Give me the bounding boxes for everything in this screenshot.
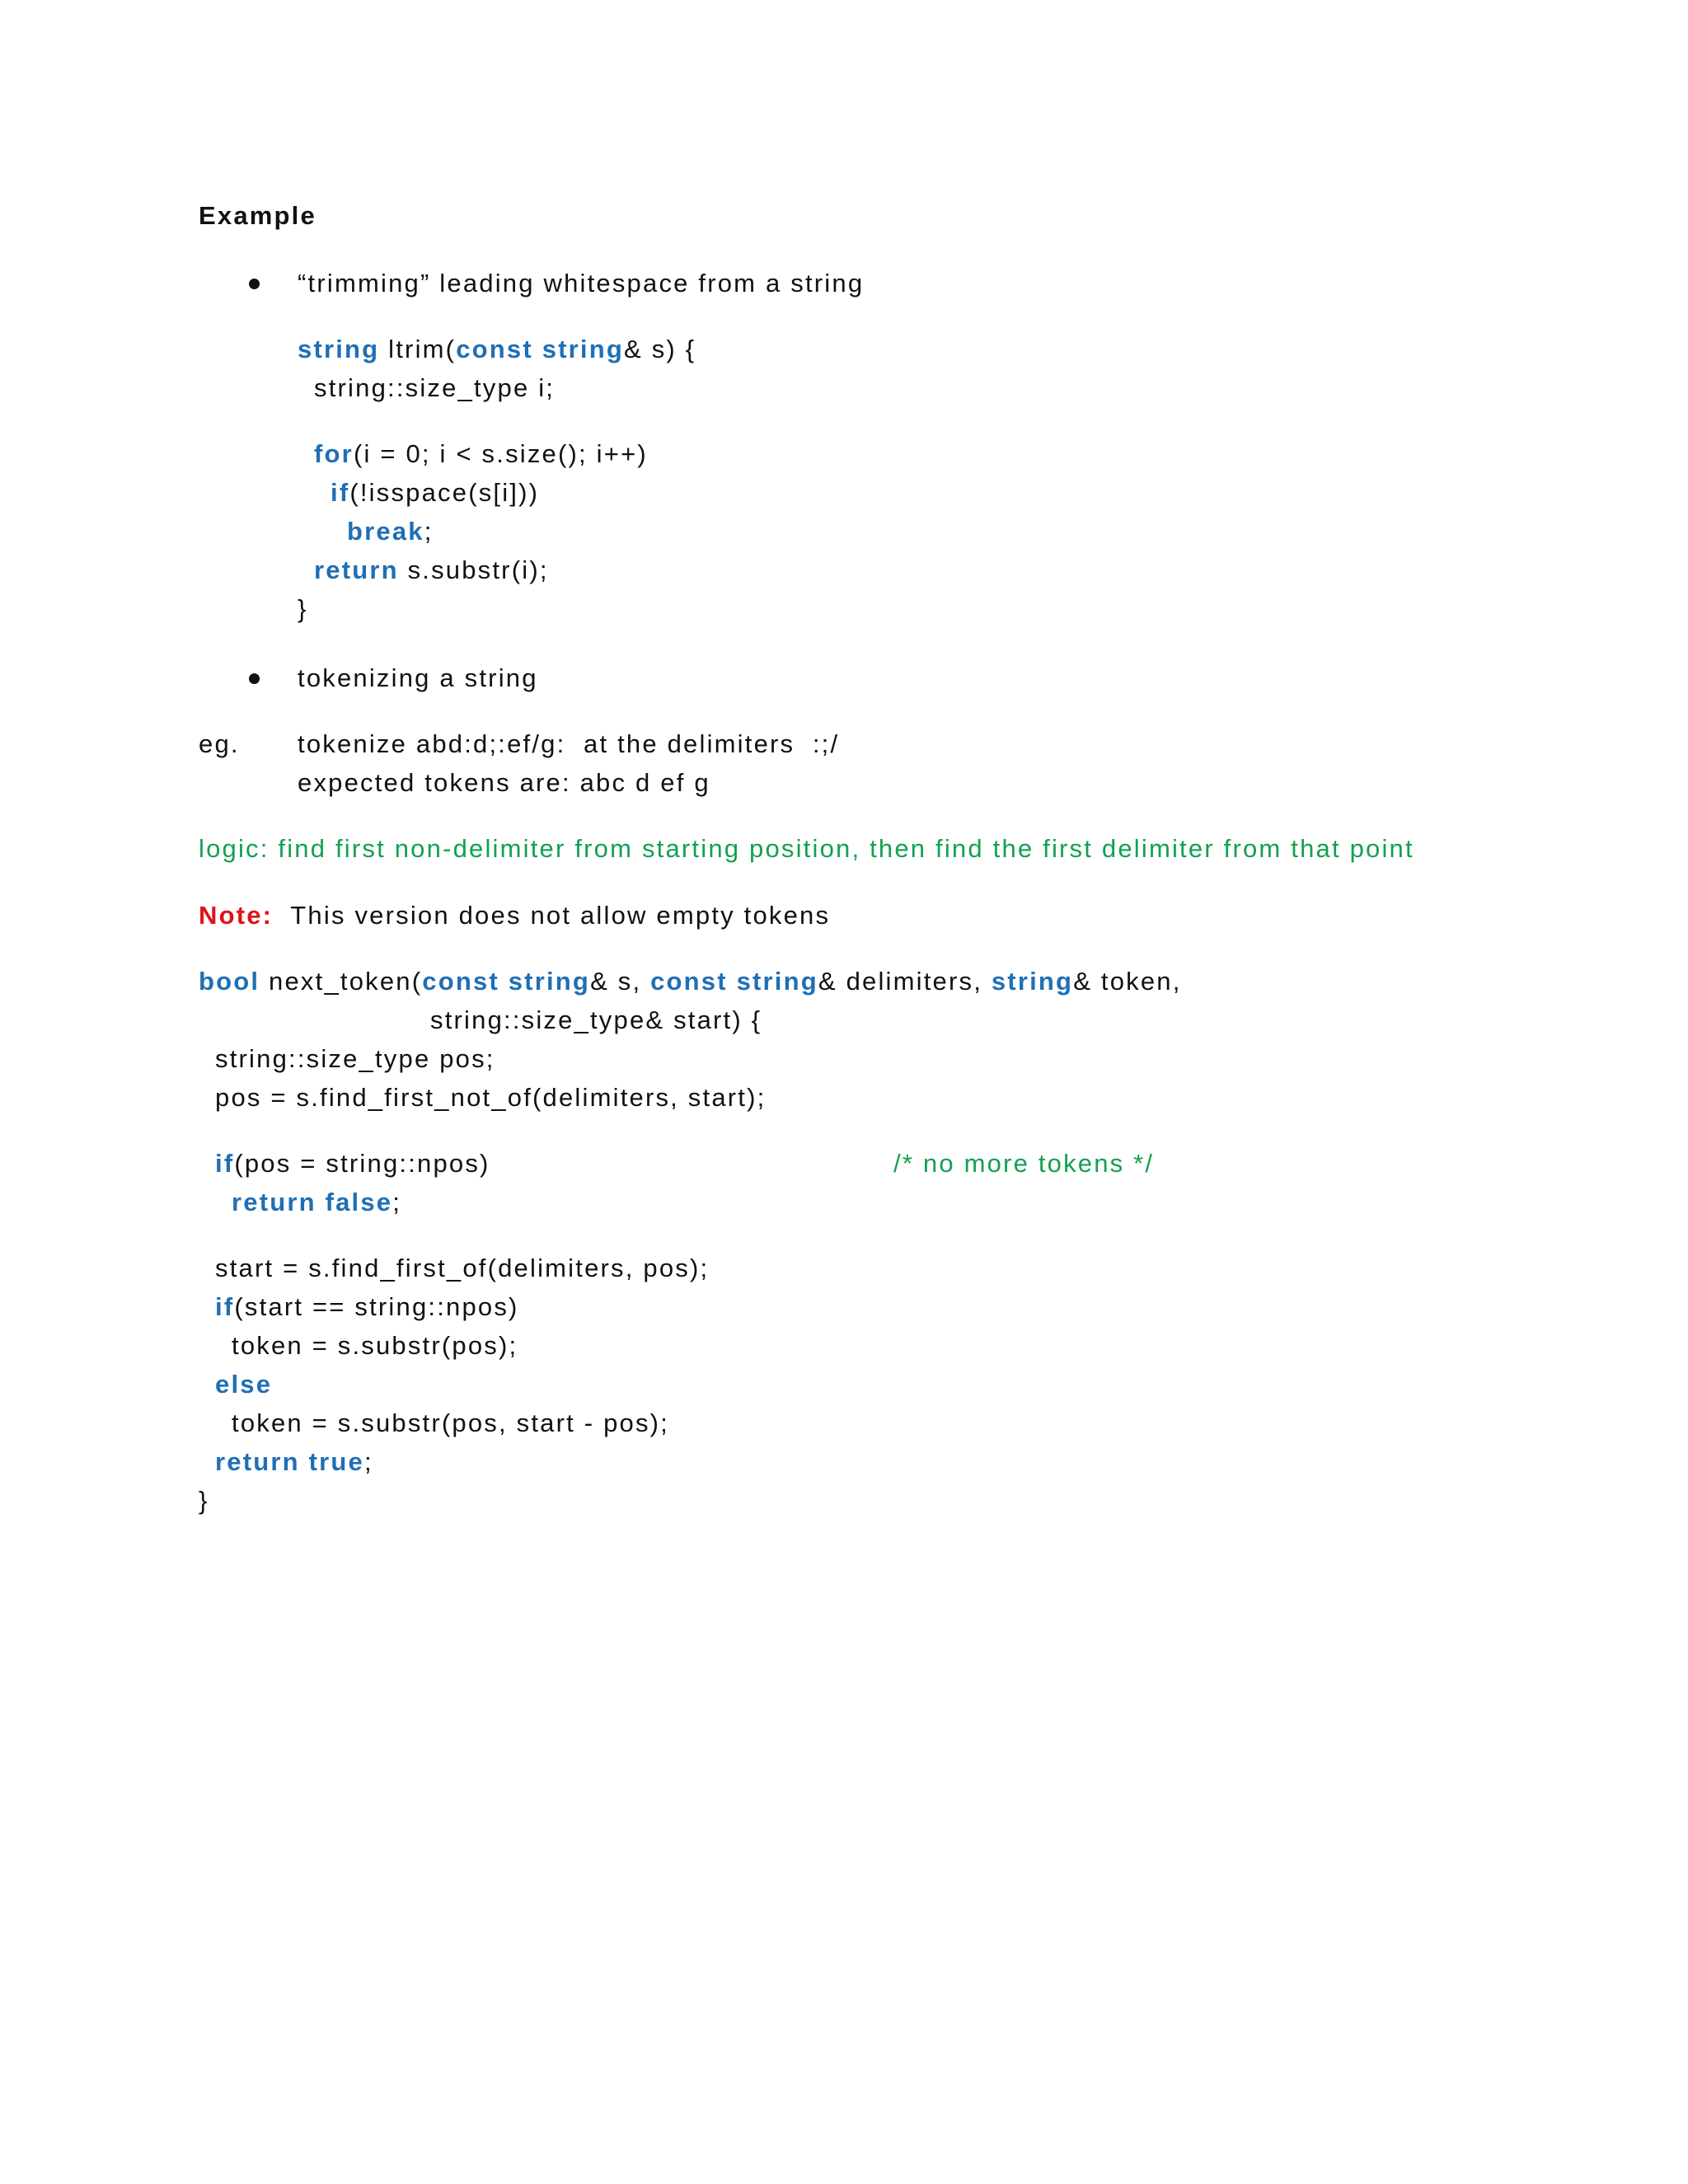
next-token-line-7: start = s.find_first_of(delimiters, pos); (215, 1254, 710, 1282)
keyword: return (314, 555, 399, 584)
next-token-line-3: string::size_type pos; (215, 1044, 495, 1073)
next-token-line-13: } (199, 1486, 209, 1515)
keyword: string (298, 335, 380, 363)
next-token-line-5 (215, 1147, 490, 1180)
keyword: for (314, 439, 354, 468)
code-text: (pos = string::npos) (234, 1149, 490, 1178)
keyword: break (347, 517, 424, 546)
next-token-line-9: token = s.substr(pos); (232, 1331, 518, 1360)
ltrim-line-5 (347, 515, 434, 548)
next-token-line-11: token = s.substr(pos, start - pos); (232, 1408, 669, 1437)
code-text: & s, (590, 967, 651, 996)
next-token-line-1 (199, 965, 1182, 998)
next-token-line-4: pos = s.find_first_not_of(delimiters, start); (215, 1083, 767, 1112)
code-text: s.substr(i); (398, 555, 549, 584)
code-text: (i = 0; i < s.size(); i++) (353, 439, 648, 468)
keyword: if (331, 478, 350, 507)
code-text: next_token( (260, 967, 423, 996)
bullet-dot (249, 673, 260, 684)
code-text: & s) { (624, 335, 696, 363)
ltrim-line-4 (331, 476, 539, 509)
code-text: & token, (1073, 967, 1182, 996)
ltrim-line-6 (314, 554, 549, 587)
note-label: Note: (199, 901, 274, 930)
ltrim-line-1 (298, 333, 696, 366)
keyword: return false (232, 1188, 393, 1216)
code-text: & delimiters, (818, 967, 992, 996)
keyword: const string (422, 967, 591, 996)
code-text: (start == string::npos) (234, 1292, 519, 1321)
keyword: string (991, 967, 1074, 996)
keyword: const string (650, 967, 818, 996)
ltrim-line-3 (314, 438, 648, 471)
next-token-line-6 (232, 1186, 401, 1219)
next-token-line-12 (215, 1446, 373, 1479)
logic-text: logic: find first non-delimiter from starting position, then find the first delimiter from that point (199, 834, 1414, 863)
code-text: ; (392, 1188, 402, 1216)
keyword: if (215, 1292, 235, 1321)
example-line-2: expected tokens are: abc d ef g (298, 768, 710, 797)
code-text: (!isspace(s[i])) (349, 478, 540, 507)
example-line-1: tokenize abd:d;:ef/g: at the delimiters :;/ (298, 729, 840, 758)
code-text: ; (424, 517, 434, 546)
bullet-dot (249, 279, 260, 289)
ltrim-line-2: string::size_type i; (314, 373, 556, 402)
bullet-tokenize-text: tokenizing a string (298, 663, 538, 692)
section-heading: Example (199, 201, 316, 230)
bullet-trim-text: “trimming” leading whitespace from a string (298, 269, 865, 298)
next-token-line-8 (215, 1291, 519, 1324)
code-text: ltrim( (379, 335, 457, 363)
keyword: return true (215, 1447, 364, 1476)
note-text: This version does not allow empty tokens (290, 901, 831, 930)
next-token-line-10: else (215, 1370, 273, 1399)
keyword: const string (456, 335, 625, 363)
keyword: if (215, 1149, 235, 1178)
note-line (199, 899, 830, 932)
keyword: bool (199, 967, 260, 996)
next-token-line-2: string::size_type& start) { (430, 1005, 762, 1034)
example-label: eg. (199, 729, 240, 758)
code-comment: /* no more tokens */ (893, 1149, 1155, 1178)
ltrim-line-7: } (298, 594, 308, 623)
code-text: ; (363, 1447, 373, 1476)
